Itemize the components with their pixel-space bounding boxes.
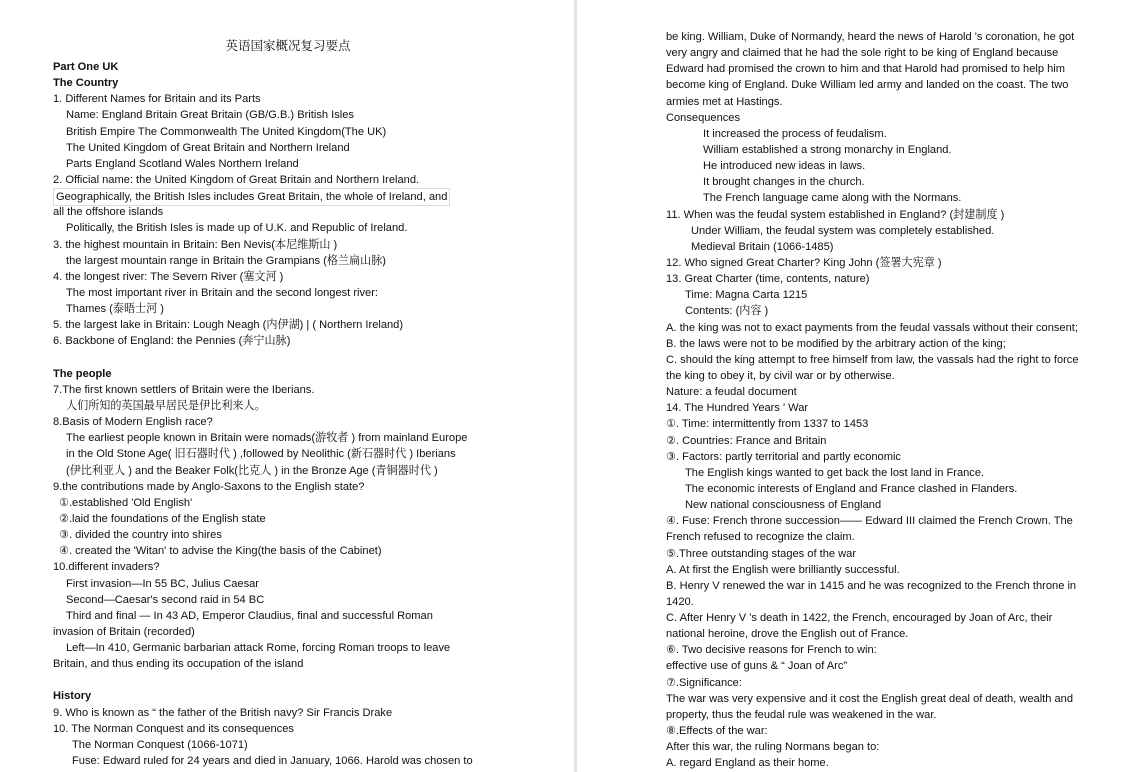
text-line: The United Kingdom of Great Britain and Northern Ireland bbox=[66, 141, 350, 154]
text-line: Nature: a feudal document bbox=[666, 386, 797, 399]
text-line: C. should the king attempt to free himself from law, the vassals had the right to force bbox=[666, 353, 1079, 366]
text-line: 13. Great Charter (time, contents, nature) bbox=[666, 273, 870, 286]
text-line: Third and final — In 43 AD, Emperor Claudius, final and successful Roman bbox=[66, 609, 433, 622]
text-line: ①.established 'Old English' bbox=[59, 496, 193, 509]
text-line: property, thus the feudal rule was weakened in the war. bbox=[666, 708, 937, 721]
text-line: be king. William, Duke of Normandy, heard the news of Harold 's coronation, he got bbox=[666, 31, 1075, 43]
text-line: Thames (泰晤士河 ) bbox=[66, 303, 165, 316]
text-line: invasion of Britain (recorded) bbox=[53, 625, 195, 638]
text-line: The war was very expensive and it cost the English great deal of death, wealth and bbox=[666, 692, 1074, 705]
text-line: 1. Different Names for Britain and its Parts bbox=[53, 93, 261, 106]
text-line: 14. The Hundred Years ' War bbox=[666, 402, 809, 415]
text-line: It increased the process of feudalism. bbox=[703, 127, 887, 140]
text-line: ⑦.Significance: bbox=[666, 676, 742, 689]
text-line: C. After Henry V 's death in 1422, the French, encouraged by Joan of Arc, their bbox=[666, 612, 1053, 625]
text-line: 1420. bbox=[666, 595, 694, 608]
text-line: ③. divided the country into shires bbox=[59, 529, 222, 542]
text-line: ②.laid the foundations of the English state bbox=[59, 512, 266, 525]
text-line: ②. Countries: France and Britain bbox=[666, 434, 827, 447]
text-line: ③. Factors: partly territorial and partly economic bbox=[666, 450, 901, 463]
text-line: 4. the longest river: The Severn River (塞文河 ) bbox=[53, 270, 284, 283]
left-column bbox=[53, 0, 493, 769]
text-line: become king of England. Duke William led army and landed on the coast. The two bbox=[666, 79, 1069, 92]
text-line: Parts England Scotland Wales Northern Ireland bbox=[66, 157, 299, 170]
text-line: in the Old Stone Age( 旧石器时代 ) ,followed by Neolithic (新石器时代 ) Iberians bbox=[66, 448, 456, 461]
text-line: the king to obey it, by civil war or by otherwise. bbox=[666, 369, 895, 382]
right-text-lines bbox=[666, 29, 1106, 771]
text-line: Left—In 410, Germanic barbarian attack Rome, forcing Roman troops to leave bbox=[66, 642, 451, 655]
text-line: The earliest people known in Britain were nomads(游牧者 ) from mainland Europe bbox=[66, 432, 468, 445]
text-line: the largest mountain range in Britain the Grampians (格兰扁山脉) bbox=[66, 254, 387, 267]
text-line: Second—Caesar's second raid in 54 BC bbox=[66, 593, 265, 606]
text-line: ①. Time: intermittently from 1337 to 1453 bbox=[666, 418, 869, 431]
text-line: After this war, the ruling Normans began to: bbox=[666, 741, 880, 754]
document-page-right bbox=[579, 0, 1143, 772]
text-line: 10.different invaders? bbox=[53, 561, 160, 574]
text-line: Medieval Britain (1066-1485) bbox=[691, 240, 834, 253]
text-line: 6. Backbone of England: the Pennies (奔宁山脉) bbox=[53, 335, 291, 348]
text-line: 10. The Norman Conquest and its consequences bbox=[53, 722, 294, 735]
text-line: ⑤.Three outstanding stages of the war bbox=[666, 547, 857, 560]
text-line: He introduced new ideas in laws. bbox=[703, 160, 866, 173]
text-line: Consequences bbox=[666, 111, 741, 124]
text-line: effective use of guns & “ Joan of Arc” bbox=[666, 660, 848, 673]
text-line: British Empire The Commonwealth The United Kingdom(The UK) bbox=[66, 125, 387, 138]
highlighted-text: Geographically, the British Isles includes Great Britain, the whole of Ireland, and bbox=[53, 188, 450, 206]
text-line: 9. Who is known as “ the father of the British navy? Sir Francis Drake bbox=[53, 706, 393, 719]
document-title: 英语国家概况复习要点 bbox=[225, 38, 351, 53]
text-line: Edward had promised the crown to him and that Harold had promised to help him bbox=[666, 63, 1065, 76]
text-line: 9.the contributions made by Anglo-Saxons to the English state? bbox=[53, 480, 365, 493]
text-line: 12. Who signed Great Charter? King John (签署大宪章 ) bbox=[666, 256, 942, 269]
text-line: all the offshore islands bbox=[53, 206, 164, 219]
text-line: Fuse: Edward ruled for 24 years and died in January, 1066. Harold was chosen to bbox=[72, 755, 473, 768]
blank-line bbox=[53, 672, 493, 688]
text-line: 7.The first known settlers of Britain were the Iberians. bbox=[53, 383, 315, 396]
text-line: Time: Magna Carta 1215 bbox=[685, 289, 808, 302]
text-line: 8.Basis of Modern English race? bbox=[53, 416, 213, 429]
text-line: William established a strong monarchy in England. bbox=[703, 143, 952, 156]
text-line: 11. When was the feudal system established in England? (封建制度 ) bbox=[666, 208, 1005, 221]
text-line: A. At first the English were brilliantly successful. bbox=[666, 563, 900, 576]
text-line: Britain, and thus ending its occupation of the island bbox=[53, 658, 304, 671]
text-line: national heroine, drove the English out of France. bbox=[666, 628, 909, 641]
section-heading: Part One UK bbox=[53, 61, 119, 73]
section-heading: The Country bbox=[53, 77, 119, 90]
text-line: A. the king was not to exact payments from the feudal vassals without their consent; bbox=[666, 321, 1078, 334]
text-line: It brought changes in the church. bbox=[703, 176, 865, 189]
section-heading: The people bbox=[53, 367, 112, 380]
text-line: very angry and claimed that he had the sole right to be king of England because bbox=[666, 47, 1059, 60]
text-line: First invasion—In 55 BC, Julius Caesar bbox=[66, 577, 259, 590]
text-line: New national consciousness of England bbox=[685, 499, 882, 512]
text-line: (伊比利亚人 ) and the Beaker Folk(比克人 ) in the Bronze Age (青铜器时代 ) bbox=[66, 464, 438, 477]
text-line: The most important river in Britain and the second longest river: bbox=[66, 286, 379, 299]
text-line: Politically, the British Isles is made up of U.K. and Republic of Ireland. bbox=[66, 222, 408, 235]
text-line: 3. the highest mountain in Britain: Ben Nevis(本尼维斯山 ) bbox=[53, 238, 338, 251]
section-heading: History bbox=[53, 690, 92, 703]
text-line: armies met at Hastings. bbox=[666, 95, 783, 108]
text-line: French refused to recognize the claim. bbox=[666, 531, 855, 544]
text-line: ⑧.Effects of the war: bbox=[666, 725, 768, 738]
text-line bbox=[53, 188, 493, 204]
blank-line bbox=[53, 350, 493, 366]
text-line: B. Henry V renewed the war in 1415 and he was recognized to the French throne in bbox=[666, 579, 1077, 592]
text-line: ④. Fuse: French throne succession—— Edward III claimed the French Crown. The bbox=[666, 515, 1073, 528]
text-line: The Norman Conquest (1066-1071) bbox=[72, 738, 248, 751]
left-text-lines bbox=[53, 59, 493, 769]
text-line: The French language came along with the Normans. bbox=[703, 192, 962, 205]
text-line: Contents: (内容 ) bbox=[685, 305, 769, 318]
page-divider bbox=[574, 0, 577, 772]
text-line: Name: England Britain Great Britain (GB/G.B.) British Isles bbox=[66, 109, 354, 122]
right-column bbox=[666, 29, 1106, 771]
text-line: The economic interests of England and France clashed in Flanders. bbox=[685, 482, 1018, 495]
text-line: 人们所知的英国最早居民是伊比利来人。 bbox=[66, 399, 266, 412]
text-line: ④. created the 'Witan' to advise the King(the basis of the Cabinet) bbox=[59, 545, 382, 558]
text-line: The English kings wanted to get back the lost land in France. bbox=[685, 466, 985, 479]
text-line: A. regard England as their home. bbox=[666, 757, 829, 770]
text-line: Under William, the feudal system was completely established. bbox=[691, 224, 995, 237]
text-line: 5. the largest lake in Britain: Lough Neagh (内伊湖) | ( Northern Ireland) bbox=[53, 319, 404, 332]
text-line: ⑥. Two decisive reasons for French to win: bbox=[666, 644, 877, 657]
text-line: B. the laws were not to be modified by the arbitrary action of the king; bbox=[666, 337, 1006, 350]
text-line: 2. Official name: the United Kingdom of Great Britain and Northern Ireland. bbox=[53, 173, 420, 186]
